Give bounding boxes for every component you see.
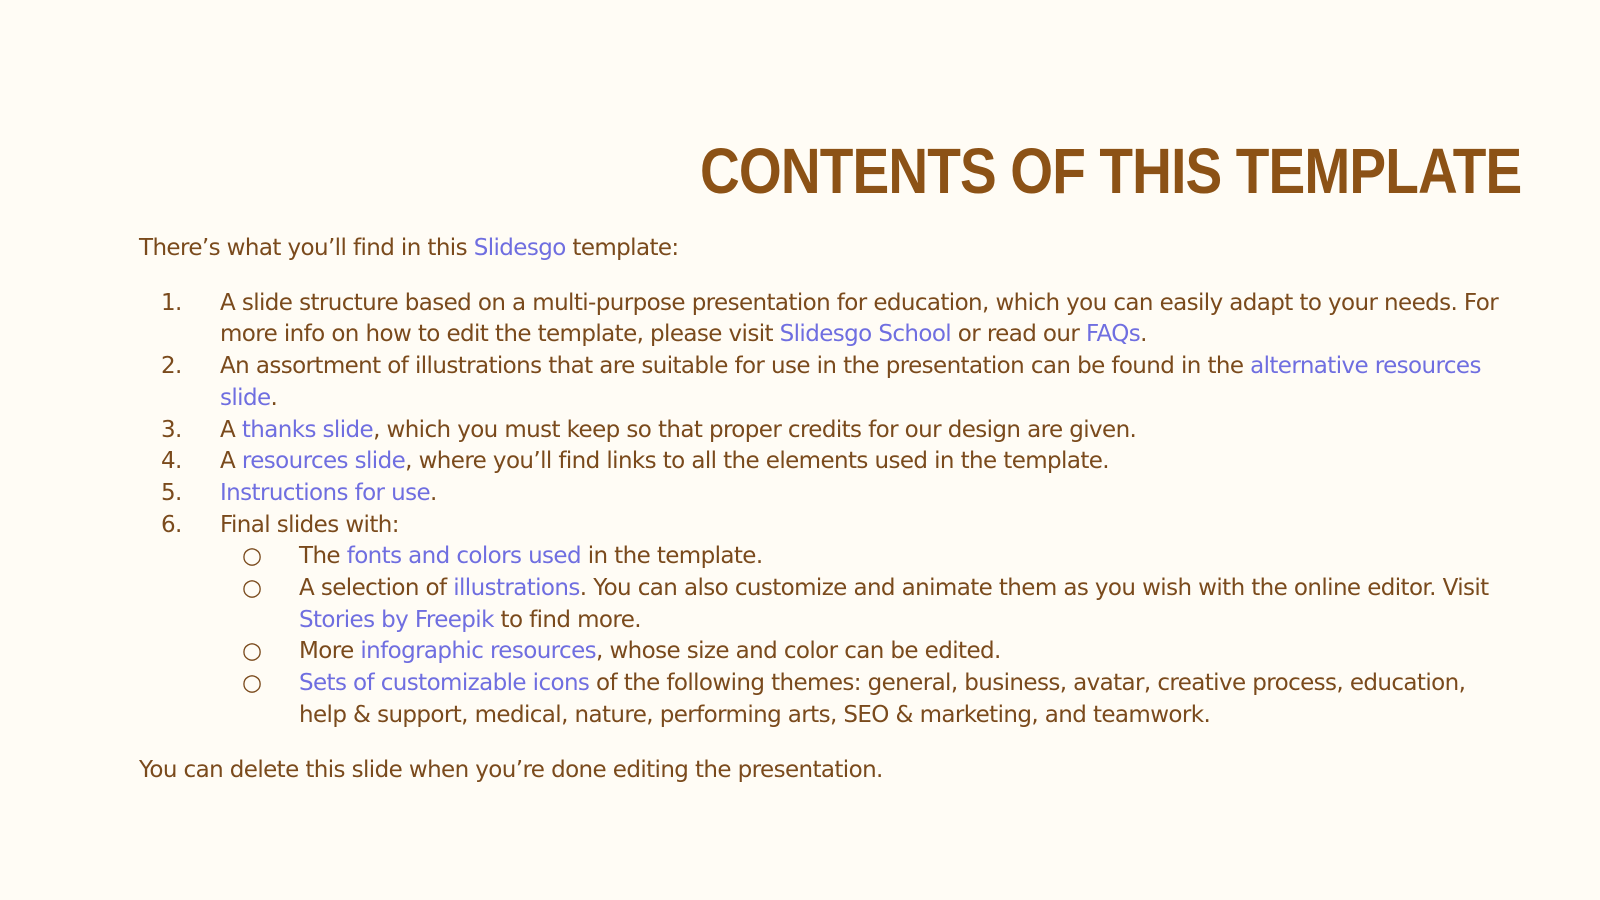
sublist-item [220,541,1499,573]
faqs-link[interactable]: FAQs [1085,321,1141,348]
list-number: 5. [161,479,182,506]
circle-bullet-icon: ○ [242,670,262,697]
circle-bullet-icon: ○ [242,575,262,602]
item-text: A [220,448,242,475]
sublist-item [220,573,1499,636]
sublist-item [220,636,1499,668]
item-text: . [430,479,437,506]
thanks-slide-link[interactable]: thanks slide [241,416,374,443]
slidesgo-school-link[interactable]: Slidesgo School [779,321,952,348]
item-text: . [270,384,278,411]
list-number: 6. [161,511,182,538]
list-number: 2. [161,353,182,380]
alternative-resources-link[interactable]: alternative resources slide [220,353,1481,411]
list-item [139,478,1499,510]
list-item [139,288,1499,351]
circle-bullet-icon: ○ [242,543,262,570]
list-number: 1. [161,289,182,316]
item-text: of the following themes: general, business, avatar, creative process, education, help & support, medical, nature, performing arts, SEO & marketing, and teamwork. [299,670,1466,728]
item-text: , where you’ll find links to all the elements used in the template. [405,448,1110,475]
resources-slide-link[interactable]: resources slide [241,448,406,475]
item-text: to find more. [493,606,642,633]
list-number: 4. [161,448,182,475]
item-text: A slide structure based on a multi-purpose presentation for education, which you can easily adapt to your needs. For more info on how to edit the template, please visit [220,289,1499,348]
list-item [139,351,1499,414]
final-slides-sublist [220,541,1499,731]
item-text: . [1140,321,1147,348]
item-text: More [299,638,361,665]
item-text: A selection of [299,575,454,602]
item-text: or read our [951,321,1086,348]
circle-bullet-icon: ○ [242,638,262,665]
fonts-colors-link[interactable]: fonts and colors used [346,543,581,570]
intro-text-before: There’s what you’ll find in this [139,235,474,261]
item-text: Final slides with: [220,511,399,538]
slide-body [139,233,1499,786]
customizable-icons-link[interactable]: Sets of customizable icons [299,670,590,697]
slidesgo-link[interactable]: Slidesgo [473,235,566,261]
item-text: in the template. [580,543,763,570]
illustrations-link[interactable]: illustrations [453,575,580,602]
list-item [139,510,1499,732]
item-text: An assortment of illustrations that are suitable for use in the presentation can be found in the [220,353,1251,380]
outro-paragraph: You can delete this slide when you’re done editing the presentation. [139,756,883,783]
infographic-resources-link[interactable]: infographic resources [360,638,597,665]
item-text: , whose size and color can be edited. [596,638,1001,665]
list-item [139,446,1499,478]
intro-paragraph [139,233,1499,265]
item-text: . You can also customize and animate them as you wish with the online editor. Visit [579,575,1489,602]
slide-title: CONTENTS OF THIS TEMPLATE [700,134,1522,207]
sublist-item [220,668,1499,731]
item-text: A [220,416,242,443]
instructions-link[interactable]: Instructions for use [220,479,431,506]
list-item [139,415,1499,447]
list-number: 3. [161,416,182,443]
stories-by-freepik-link[interactable]: Stories by Freepik [299,606,494,633]
contents-list [139,288,1499,732]
item-text: The [299,543,347,570]
intro-text-after: template: [565,235,679,261]
item-text: , which you must keep so that proper credits for our design are given. [373,416,1137,443]
